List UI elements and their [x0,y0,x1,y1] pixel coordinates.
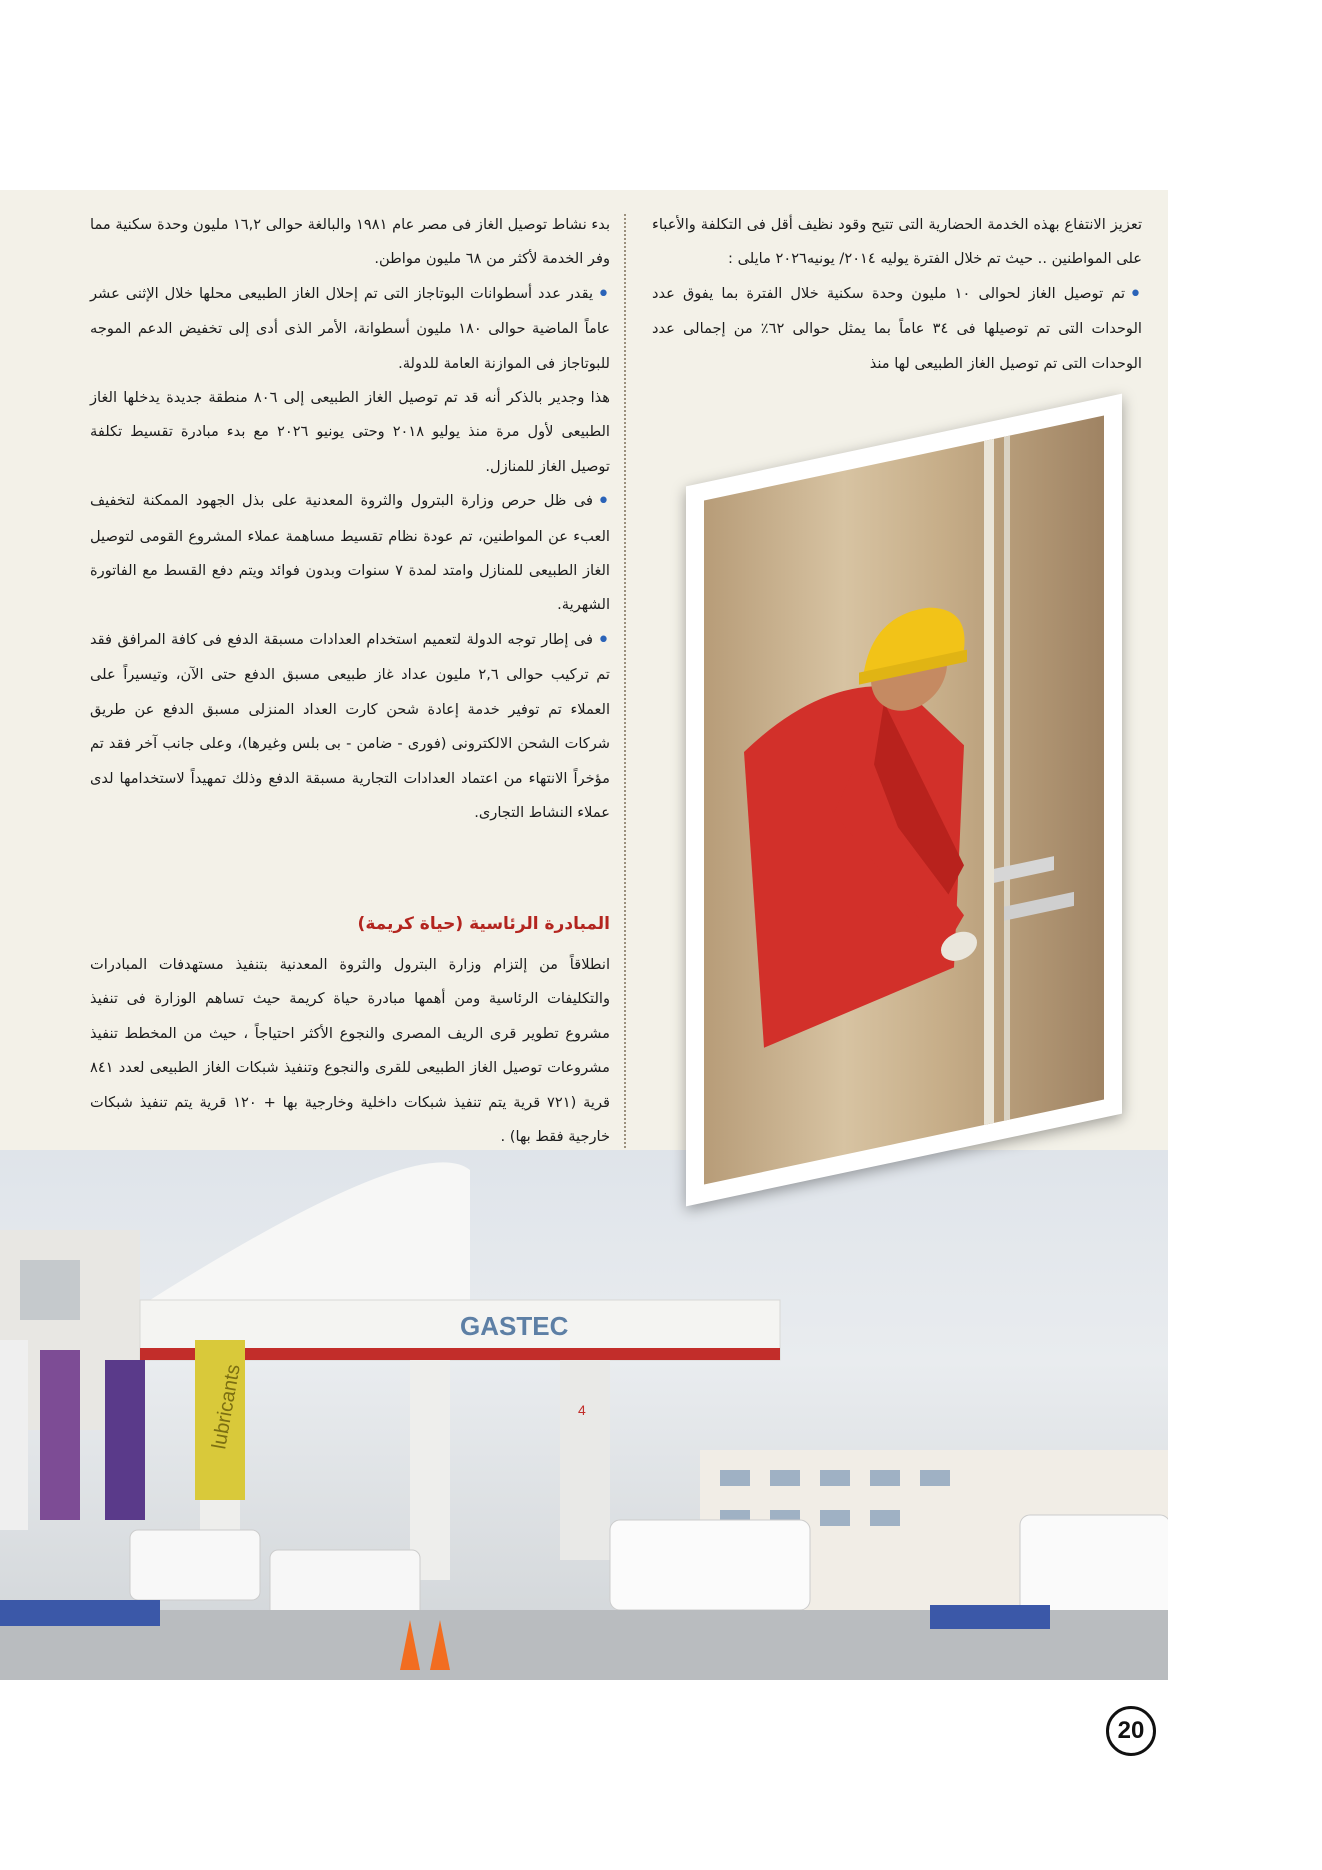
paragraph: هذا وجدير بالذكر أنه قد تم توصيل الغاز الطبيعى إلى ٨٠٦ منطقة جديدة يدخلها الغاز الطبيعى لأول مرة منذ يوليو ٢٠١٨ وحتى يونيو ٢٠٢٦ مع بدء مبادرة تقسيط تكلفة توصيل الغاز للمنازل. [90,389,610,475]
lubricants-banner: lubricants [208,1362,245,1451]
gas-station-illustration [0,1150,1168,1680]
bullet-paragraph: • تم توصيل الغاز لحوالى ١٠ مليون وحدة سكنية خلال الفترة بما يفوق عدد الوحدات التى تم توصيلها فى ٣٤ عاماً بما يمثل حوالى ٦٢٪ من إجمالى عدد الوحدات التى تم توصيل الغاز الطبيعى لها منذ [652,277,1142,381]
paragraph: بدء نشاط توصيل الغاز فى مصر عام ١٩٨١ والبالغة حوالى ١٦,٢ مليون وحدة سكنية مما وفر الخدمة لأكثر من ٦٨ مليون مواطن. [90,216,611,268]
section-body [90,948,610,1154]
article-column-left [90,208,610,830]
worker-photo-frame [686,394,1122,1207]
station-brand: GASTEC [460,1311,569,1341]
page-number: 20 [1106,1706,1156,1756]
worker-photo [704,415,1104,1184]
bullet-paragraph: • فى ظل حرص وزارة البترول والثروة المعدنية على بذل الجهود الممكنة لتخفيف العبء عن المواطنين، تم عودة نظام تقسيط مساهمة عملاء المشروع القومى لتوصيل الغاز الطبيعى للمنازل وامتد لمدة ٧ سنوات وبدون فوائد ويتم دفع القسط مع الفاتورة الشهرية. [90,484,610,623]
paragraph: انطلاقاً من إلتزام وزارة البترول والثروة المعدنية بتنفيذ مستهدفات المبادرات والتكليفات الرئاسية ومن أهمها مبادرة حياة كريمة حيث تساهم الوزارة فى تنفيذ مشروع تطوير قرى الريف المصرى والنجوع الأكثر احتياجاً ، حيث من المخطط تنفيذ مشروعات توصيل الغاز الطبيعى للقرى والنجوع وتنفيذ شبكات الغاز الطبيعى لعدد ٨٤١ قرية (٧٢١ قرية يتم تنفيذ شبكات داخلية وخارجية بها + ١٢٠ قرية يتم تنفيذ شبكات خارجية فقط بها) . [90,956,611,1146]
worker-illustration [704,415,1104,1184]
bullet-paragraph: • يقدر عدد أسطوانات البوتاجاز التى تم إحلال الغاز الطبيعى محلها خلال الإثنى عشر عاماً الماضية حوالى ١٨٠ مليون أسطوانة، الأمر الذى أدى إلى تخفيض الدعم الموجه للبوتاجاز فى الموازنة العامة للدولة. [90,277,610,381]
section-heading: المبادرة الرئاسية (حياة كريمة) [357,914,610,934]
article-column-right [652,208,1142,381]
gas-station-photo [0,1150,1168,1680]
bullet-paragraph: • فى إطار توجه الدولة لتعميم استخدام العدادات مسبقة الدفع فى كافة المرافق فقد تم تركيب حوالى ٢,٦ مليون عداد غاز طبيعى مسبق الدفع حتى الآن، وتيسيراً على العملاء تم توفير خدمة إعادة شحن كارت العداد المنزلى مسبق الدفع عن طريق شركات الشحن الالكترونى (فورى - ضامن - بى بلس وغيرها)، وعلى جانب آخر فقد تم مؤخراً الانتهاء من اعتماد العدادات التجارية مسبقة الدفع وذلك تمهيداً لاستخدامها لدى عملاء النشاط التجارى. [90,623,610,830]
pump-number: 4 [578,1402,586,1418]
column-divider [624,214,626,1172]
paragraph: تعزيز الانتفاع بهذه الخدمة الحضارية التى تتيح وقود نظيف أقل فى التكلفة والأعباء على المواطنين .. حيث تم خلال الفترة يوليه ٢٠١٤/ يونيه٢٠٢٦ مايلى : [652,216,1142,268]
